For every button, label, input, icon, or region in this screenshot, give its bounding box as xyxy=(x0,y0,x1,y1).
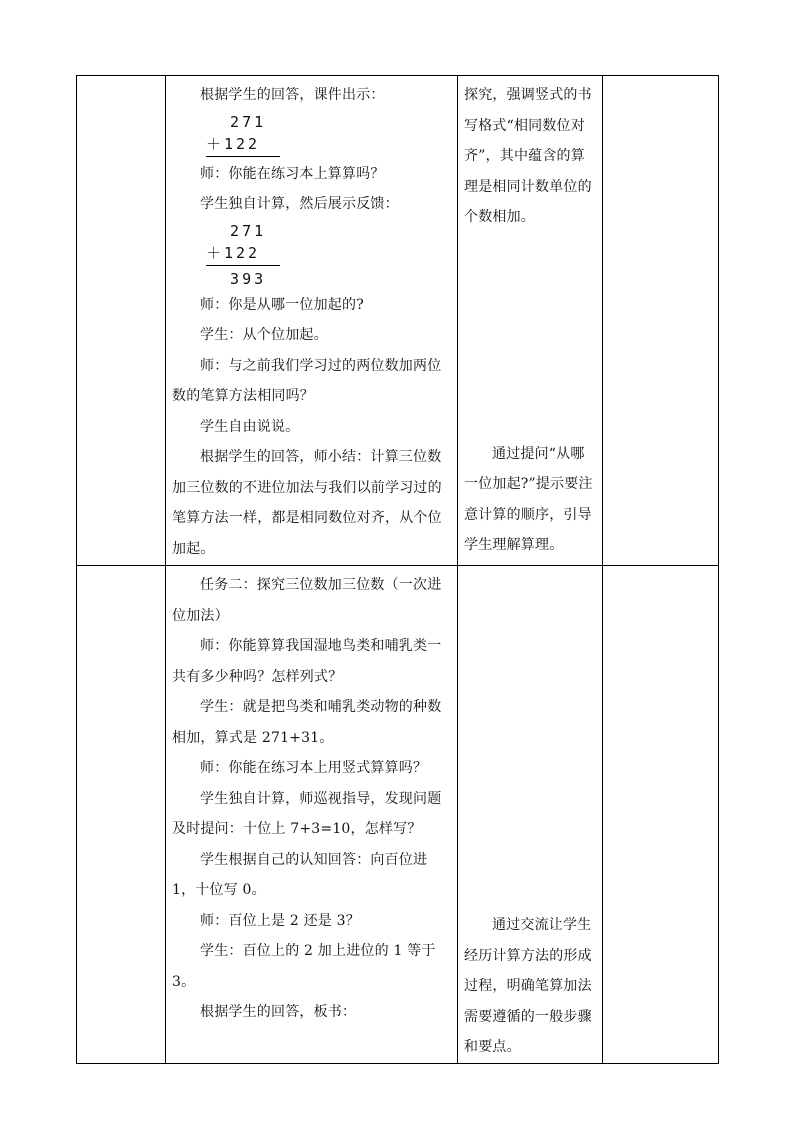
paragraph: 学生自由说说。 xyxy=(200,418,300,435)
design-note: 通过提问“从哪一位加起?”提示要注意计算的顺序，引导学生理解算理。 xyxy=(464,445,593,553)
design-note-cell xyxy=(458,566,603,1064)
paragraph: 学生：从个位加起。 xyxy=(200,327,328,343)
design-note: 探究，强调竖式的书写格式“相同数位对齐”，其中蕴含的算理是相同计数单位的个数相加。 xyxy=(464,87,592,225)
spacer xyxy=(464,570,596,910)
stage-cell xyxy=(77,566,166,1064)
paragraph: 根据学生的回答，板书： xyxy=(200,1004,357,1020)
spacer xyxy=(464,233,596,439)
design-note-cell xyxy=(458,76,603,566)
sum-rule xyxy=(206,265,280,266)
paragraph: 学生根据自己的认知回答：向百位进 1，十位写 0。 xyxy=(172,851,428,898)
paragraph: 师：与之前我们学习过的两位数加两位数的笔算方法相同吗？ xyxy=(172,357,442,404)
paragraph: 根据学生的回答，师小结：计算三位数加三位数的不进位加法与我们以前学习过的笔算方法一样，都是相同数位对齐，从个位加起。 xyxy=(172,449,442,557)
paragraph: 根据学生的回答，课件出示： xyxy=(200,87,385,103)
table-row xyxy=(77,566,719,1064)
paragraph: 师：百位上是 2 还是 3？ xyxy=(200,912,360,929)
paragraph: 学生：百位上的 2 加上进位的 1 等于 3。 xyxy=(172,943,436,990)
addend-top: 271 xyxy=(206,112,267,131)
activity-cell xyxy=(166,566,458,1064)
remark-cell xyxy=(603,76,719,566)
paragraph: 学生独自计算，师巡视指导，发现问题及时提问：十位上 7+3=10，怎样写？ xyxy=(172,790,442,837)
addend-bottom: ＋122 xyxy=(206,243,261,262)
table-row xyxy=(77,76,719,566)
vertical-addition xyxy=(206,111,316,157)
paragraph: 学生：就是把鸟类和哺乳类动物的种数相加，算式是 271+31。 xyxy=(172,699,442,746)
remark-cell xyxy=(603,566,719,1064)
paragraph: 师：你是从哪一位加起的? xyxy=(200,296,364,313)
addend-top: 271 xyxy=(206,221,267,240)
vertical-addition xyxy=(206,220,316,290)
stage-cell xyxy=(77,76,166,566)
paragraph: 师：你能在练习本上用竖式算算吗？ xyxy=(200,760,428,776)
sum-result: 393 xyxy=(206,269,267,288)
paragraph: 师：你能算算我国湿地鸟类和哺乳类一共有多少种吗？怎样列式？ xyxy=(172,638,442,685)
paragraph: 学生独自计算，然后展示反馈： xyxy=(200,196,399,212)
activity-cell xyxy=(166,76,458,566)
paragraph: 师：你能在练习本上算算吗？ xyxy=(200,165,385,182)
sum-rule xyxy=(206,156,280,157)
addend-bottom: ＋122 xyxy=(206,134,261,153)
paragraph: 任务二：探究三位数加三位数（一次进位加法） xyxy=(172,577,442,624)
lesson-plan-table xyxy=(76,75,719,1064)
design-note: 通过交流让学生经历计算方法的形成过程，明确笔算加法需要遵循的一般步骤和要点。 xyxy=(464,917,592,1055)
